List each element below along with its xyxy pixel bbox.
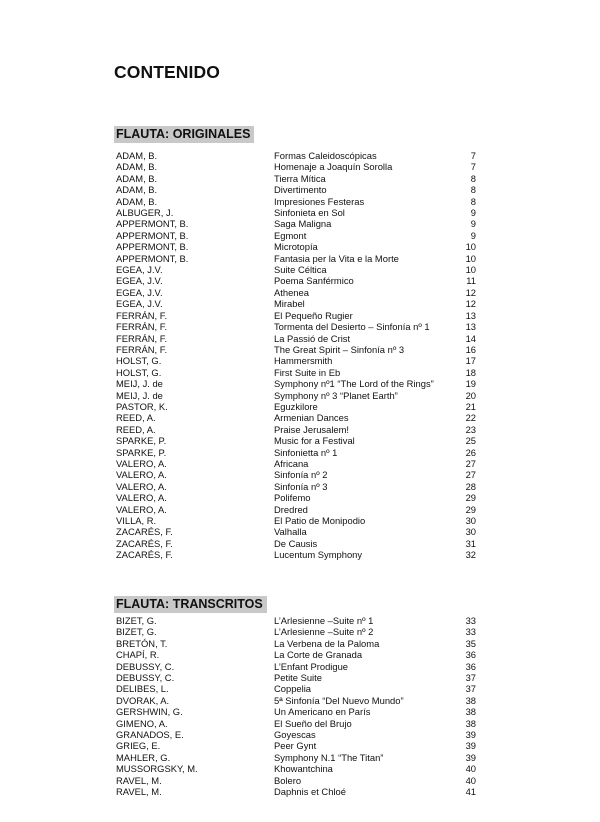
toc-entry <box>116 287 476 298</box>
toc-entry <box>116 775 476 786</box>
composer-name: ALBUGER, J. <box>116 207 174 219</box>
work-title: Formas Caleidoscópicas <box>274 150 377 161</box>
composer-name: VALERO, A. <box>116 457 167 469</box>
page-number: 20 <box>465 389 476 401</box>
page-number: 37 <box>465 683 476 695</box>
composer-name: APPERMONT, B. <box>116 252 189 264</box>
composer-name: ZACARÉS, F. <box>116 526 173 538</box>
toc-entry <box>116 207 476 218</box>
page-number: 38 <box>465 717 476 729</box>
toc-entry <box>116 184 476 195</box>
work-title: Praise Jerusalem! <box>274 423 350 435</box>
work-title: Africana <box>274 457 309 469</box>
toc-entry <box>116 549 476 560</box>
composer-name: VALERO, A. <box>116 480 167 492</box>
toc-entry <box>116 298 476 309</box>
composer-name: VALERO, A. <box>116 492 167 504</box>
section-heading-transcritos: FLAUTA: TRANSCRITOS <box>114 596 267 613</box>
work-title: Sinfonía nº 2 <box>274 469 328 481</box>
work-title: Un Americano en París <box>274 706 371 718</box>
composer-name: FERRÁN, F. <box>116 321 168 333</box>
composer-name: ZACARÉS, F. <box>116 537 173 549</box>
page-number: 36 <box>465 660 476 672</box>
work-title: Fantasia per la Vita e la Morte <box>274 252 399 264</box>
work-title: El Sueño del Brujo <box>274 717 352 729</box>
page-title: CONTENIDO <box>114 62 220 82</box>
work-title: Dredred <box>274 503 308 515</box>
page-number: 16 <box>465 343 476 355</box>
work-title: Music for a Festival <box>274 435 355 447</box>
toc-entry <box>116 538 476 549</box>
work-title: Suite Céltica <box>274 264 327 276</box>
work-title: Sinfonieta en Sol <box>274 207 345 219</box>
work-title: Poema Sanférmico <box>274 275 354 287</box>
toc-entry <box>116 253 476 264</box>
composer-name: VALERO, A. <box>116 469 167 481</box>
toc-entry <box>116 378 476 389</box>
work-title: Microtopía <box>274 241 318 253</box>
work-title: The Great Spirit – Sinfonía nº 3 <box>274 343 405 355</box>
work-title: La Corte de Granada <box>274 649 363 661</box>
work-title: Symphony nº 3 “Planet Earth” <box>274 389 398 401</box>
composer-name: EGEA, J.V. <box>116 298 163 310</box>
toc-entry <box>116 649 476 660</box>
page-number: 30 <box>465 515 476 526</box>
page-number: 13 <box>465 309 476 321</box>
composer-name: CHAPÍ, R. <box>116 649 160 661</box>
toc-entry <box>116 150 476 161</box>
composer-name: EGEA, J.V. <box>116 286 163 298</box>
composer-name: RAVEL, M. <box>116 786 162 798</box>
page-number: 40 <box>465 774 476 786</box>
page-number: 27 <box>465 457 476 469</box>
toc-entry <box>116 740 476 751</box>
work-title: De Causis <box>274 537 318 549</box>
composer-name: EGEA, J.V. <box>116 264 163 276</box>
work-title: Athenea <box>274 286 309 298</box>
composer-name: REED, A. <box>116 423 156 435</box>
work-title: Saga Maligna <box>274 218 332 230</box>
composer-name: MUSSORGSKY, M. <box>116 763 198 775</box>
composer-name: GRIEG, E. <box>116 740 161 752</box>
toc-entry <box>116 526 476 537</box>
composer-name: EGEA, J.V. <box>116 275 163 287</box>
toc-entry <box>116 196 476 207</box>
composer-name: ADAM, B. <box>116 184 158 196</box>
page-number: 8 <box>470 195 476 207</box>
work-title: Hammersmith <box>274 355 333 367</box>
toc-entry <box>116 241 476 252</box>
work-title: Valhalla <box>274 526 307 538</box>
page-number: 39 <box>465 751 476 763</box>
work-title: Impresiones Festeras <box>274 195 365 207</box>
work-title: El Pequeño Rugier <box>274 309 353 321</box>
toc-entry <box>116 412 476 423</box>
composer-name: FERRÁN, F. <box>116 309 168 321</box>
work-title: Peer Gynt <box>274 740 317 752</box>
composer-name: GERSHWIN, G. <box>116 706 183 718</box>
page-number: 7 <box>470 150 476 161</box>
toc-entry <box>116 344 476 355</box>
toc-entry <box>116 355 476 366</box>
work-title: L’Enfant Prodigue <box>274 660 349 672</box>
page-number: 28 <box>465 480 476 492</box>
work-title: Mirabel <box>274 298 305 310</box>
work-title: Armenian Dances <box>274 412 349 424</box>
toc-entry <box>116 638 476 649</box>
composer-name: MAHLER, G. <box>116 751 171 763</box>
page-number: 18 <box>465 366 476 378</box>
composer-name: ADAM, B. <box>116 172 158 184</box>
composer-name: REED, A. <box>116 412 156 424</box>
work-title: Goyescas <box>274 729 316 741</box>
work-title: Petite Suite <box>274 672 322 684</box>
composer-name: FERRÁN, F. <box>116 332 168 344</box>
toc-entry <box>116 458 476 469</box>
work-title: Bolero <box>274 774 302 786</box>
composer-name: ZACARÉS, F. <box>116 549 173 561</box>
composer-name: MEIJ, J. de <box>116 389 163 401</box>
toc-entry <box>116 661 476 672</box>
toc-entry <box>116 672 476 683</box>
composer-name: VALERO, A. <box>116 503 167 515</box>
work-title: La Passió de Crist <box>274 332 351 344</box>
composer-name: GRANADOS, E. <box>116 729 184 741</box>
page-number: 14 <box>465 332 476 344</box>
work-title: Symphony N.1 “The Titan” <box>274 751 384 763</box>
work-title: L’Arlesienne –Suite nº 2 <box>274 626 374 638</box>
composer-name: DEBUSSY, C. <box>116 660 175 672</box>
page-number: 35 <box>465 637 476 649</box>
toc-entry <box>116 683 476 694</box>
toc-list-transcritos <box>116 615 476 798</box>
page-number: 31 <box>465 537 476 549</box>
work-title: Lucentum Symphony <box>274 549 363 561</box>
composer-name: HOLST, G. <box>116 366 162 378</box>
toc-entry <box>116 752 476 763</box>
toc-entry <box>116 447 476 458</box>
page-number: 41 <box>465 786 476 798</box>
toc-entry <box>116 515 476 526</box>
toc-entry <box>116 695 476 706</box>
work-title: Eguzkilore <box>274 400 318 412</box>
page-number: 11 <box>466 275 476 287</box>
composer-name: APPERMONT, B. <box>116 218 189 230</box>
composer-name: HOLST, G. <box>116 355 162 367</box>
page-number: 39 <box>465 740 476 752</box>
toc-entry <box>116 763 476 774</box>
composer-name: BIZET, G. <box>116 615 157 626</box>
toc-entry <box>116 729 476 740</box>
page-number: 39 <box>465 729 476 741</box>
toc-entry <box>116 424 476 435</box>
toc-entry <box>116 230 476 241</box>
toc-entry <box>116 786 476 797</box>
page-number: 30 <box>465 526 476 538</box>
composer-name: ADAM, B. <box>116 161 158 173</box>
page-number: 38 <box>465 694 476 706</box>
page-number: 37 <box>465 672 476 684</box>
composer-name: DVORAK, A. <box>116 694 170 706</box>
composer-name: FERRÁN, F. <box>116 343 168 355</box>
composer-name: APPERMONT, B. <box>116 229 189 241</box>
section-heading-originales: FLAUTA: ORIGINALES <box>114 126 254 143</box>
page-number: 23 <box>465 423 476 435</box>
page-number: 9 <box>470 207 476 219</box>
page-number: 17 <box>465 355 476 367</box>
page-number: 7 <box>470 161 476 173</box>
composer-name: ADAM, B. <box>116 150 158 161</box>
composer-name: RAVEL, M. <box>116 774 162 786</box>
page-number: 40 <box>465 763 476 775</box>
page-number: 26 <box>465 446 476 458</box>
toc-entry <box>116 706 476 717</box>
work-title: Polifemo <box>274 492 311 504</box>
composer-name: DELIBES, L. <box>116 683 169 695</box>
page-number: 9 <box>470 218 476 230</box>
toc-entry <box>116 718 476 729</box>
page-number: 8 <box>470 184 476 196</box>
composer-name: APPERMONT, B. <box>116 241 189 253</box>
toc-entry <box>116 275 476 286</box>
work-title: L’Arlesienne –Suite nº 1 <box>274 615 374 626</box>
page-number: 25 <box>465 435 476 447</box>
page-number: 12 <box>465 286 476 298</box>
work-title: Homenaje a Joaquín Sorolla <box>274 161 393 173</box>
work-title: La Verbena de la Paloma <box>274 637 380 649</box>
work-title: Sinfonía nº 3 <box>274 480 328 492</box>
work-title: Coppelia <box>274 683 312 695</box>
toc-entry <box>116 218 476 229</box>
toc-entry <box>116 367 476 378</box>
work-title: Egmont <box>274 229 307 241</box>
work-title: First Suite in Eb <box>274 366 341 378</box>
page-number: 13 <box>465 321 476 333</box>
composer-name: SPARKE, P. <box>116 446 167 458</box>
page-number: 10 <box>465 241 476 253</box>
composer-name: VILLA, R. <box>116 515 157 526</box>
work-title: Divertimento <box>274 184 327 196</box>
page-number: 33 <box>465 615 476 626</box>
toc-entry <box>116 435 476 446</box>
work-title: 5ª Sinfonía “Del Nuevo Mundo” <box>274 694 404 706</box>
page-number: 22 <box>465 412 476 424</box>
work-title: Khowantchina <box>274 763 333 775</box>
page-number: 10 <box>465 264 476 276</box>
page-number: 10 <box>465 252 476 264</box>
page-number: 27 <box>465 469 476 481</box>
work-title: Sinfonietta nº 1 <box>274 446 338 458</box>
page-number: 29 <box>465 492 476 504</box>
work-title: Daphnis et Chloé <box>274 786 346 798</box>
page-number: 9 <box>470 229 476 241</box>
work-title: Tormenta del Desierto – Sinfonía nº 1 <box>274 321 430 333</box>
page-number: 38 <box>465 706 476 718</box>
toc-entry <box>116 173 476 184</box>
toc-entry <box>116 615 476 626</box>
composer-name: SPARKE, P. <box>116 435 167 447</box>
page-number: 33 <box>465 626 476 638</box>
page-number: 8 <box>470 172 476 184</box>
composer-name: GIMENO, A. <box>116 717 168 729</box>
composer-name: MEIJ, J. de <box>116 378 163 390</box>
page-number: 36 <box>465 649 476 661</box>
toc-entry <box>116 321 476 332</box>
work-title: Tierra Mítica <box>274 172 326 184</box>
page-number: 29 <box>465 503 476 515</box>
toc-list-originales <box>116 150 476 561</box>
composer-name: BRETÓN, T. <box>116 637 168 649</box>
toc-entry <box>116 390 476 401</box>
toc-entry <box>116 504 476 515</box>
toc-entry <box>116 481 476 492</box>
page-number: 19 <box>465 378 476 390</box>
composer-name: PASTOR, K. <box>116 400 168 412</box>
toc-entry <box>116 161 476 172</box>
page-number: 32 <box>465 549 476 561</box>
work-title: Symphony nº1 “The Lord of the Rings” <box>274 378 434 390</box>
composer-name: ADAM, B. <box>116 195 158 207</box>
toc-entry <box>116 264 476 275</box>
composer-name: DEBUSSY, C. <box>116 672 175 684</box>
page-number: 12 <box>465 298 476 310</box>
toc-entry <box>116 333 476 344</box>
page-number: 21 <box>465 400 476 412</box>
toc-entry <box>116 401 476 412</box>
toc-entry <box>116 310 476 321</box>
toc-entry <box>116 492 476 503</box>
composer-name: BIZET, G. <box>116 626 157 638</box>
work-title: El Patio de Monipodio <box>274 515 366 526</box>
toc-entry <box>116 469 476 480</box>
toc-entry <box>116 626 476 637</box>
